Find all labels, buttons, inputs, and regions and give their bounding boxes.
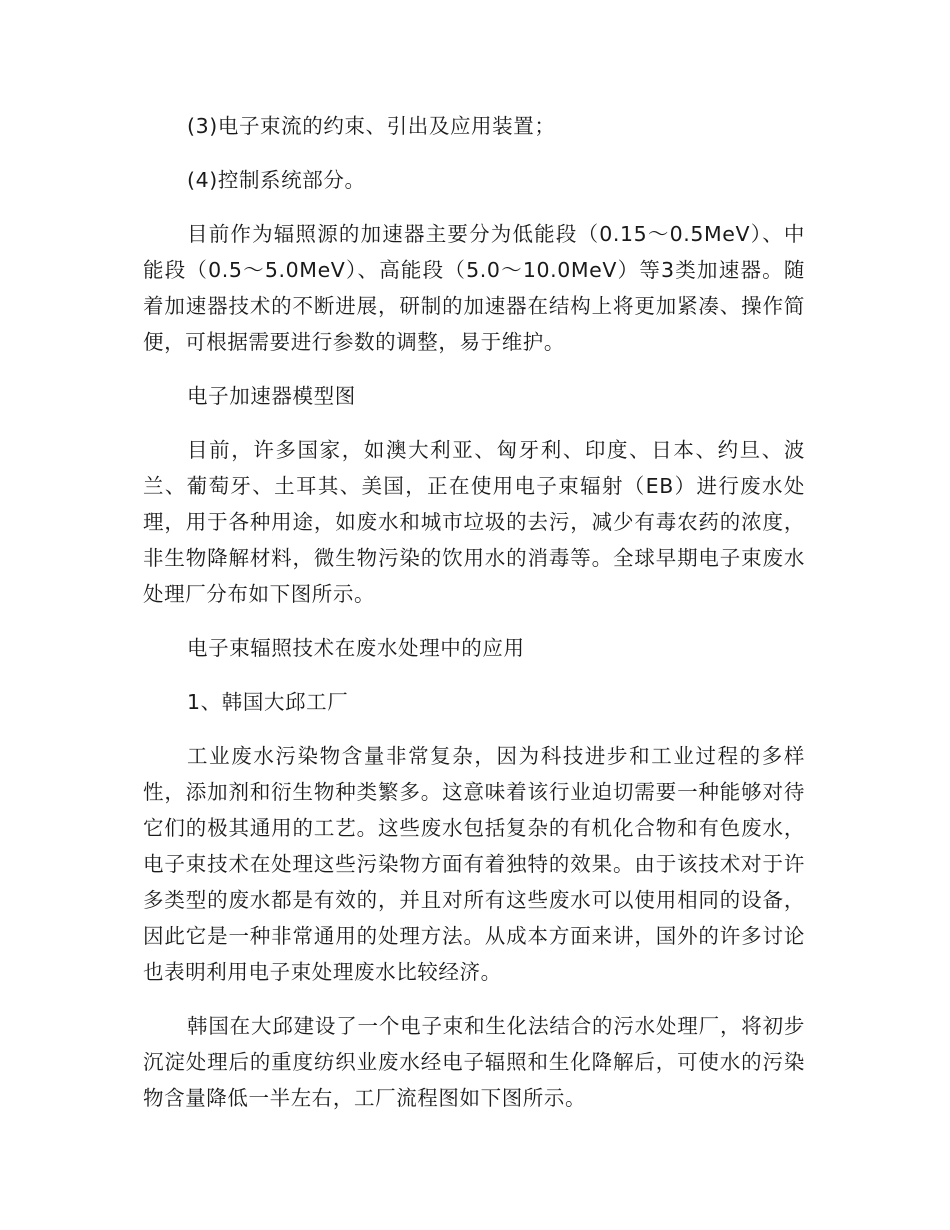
subsection-heading-daegu-plant: 1、韩国大邱工厂	[187, 690, 349, 714]
paragraph-countries-using-eb: 目前，许多国家，如澳大利亚、匈牙利、印度、日本、约旦、波兰、葡萄牙、土耳其、美国，正在使用电子束辐射（EB）进行废水处理，用于各种用途，如废水和城市垃圾的去污，减少有毒农药的浓度，非生物降解材料，微生物污染的饮用水的消毒等。全球早期电子束废水处理厂分布如下图所示。	[143, 438, 805, 606]
paragraph-item-3: (3)电子束流的约束、引出及应用装置；	[187, 114, 556, 138]
document-body	[143, 108, 805, 1116]
figure-caption-accelerator-model: 电子加速器模型图	[187, 384, 356, 408]
paragraph-item-4: (4)控制系统部分。	[187, 168, 366, 192]
section-heading-applications: 电子束辐照技术在废水处理中的应用	[187, 636, 525, 660]
paragraph-industrial-wastewater: 工业废水污染物含量非常复杂，因为科技进步和工业过程的多样性，添加剂和衍生物种类繁多。这意味着该行业迫切需要一种能够对待它们的极其通用的工艺。这些废水包括复杂的有机化合物和有色废水，电子束技术在处理这些污染物方面有着独特的效果。由于该技术对于许多类型的废水都是有效的，并且对所有这些废水可以使用相同的设备，因此它是一种非常通用的处理方法。从成本方面来讲，国外的许多讨论也表明利用电子束处理废水比较经济。	[143, 744, 805, 984]
paragraph-accelerator-types: 目前作为辐照源的加速器主要分为低能段（0.15～0.5MeV）、中能段（0.5～5.0MeV）、高能段（5.0～10.0MeV）等3类加速器。随着加速器技术的不断进展，研制的加速器在结构上将更加紧凑、操作简便，可根据需要进行参数的调整，易于维护。	[143, 222, 805, 354]
paragraph-daegu-plant: 韩国在大邱建设了一个电子束和生化法结合的污水处理厂，将初步沉淀处理后的重度纺织业废水经电子辐照和生化降解后，可使水的污染物含量降低一半左右，工厂流程图如下图所示。	[143, 1014, 805, 1110]
